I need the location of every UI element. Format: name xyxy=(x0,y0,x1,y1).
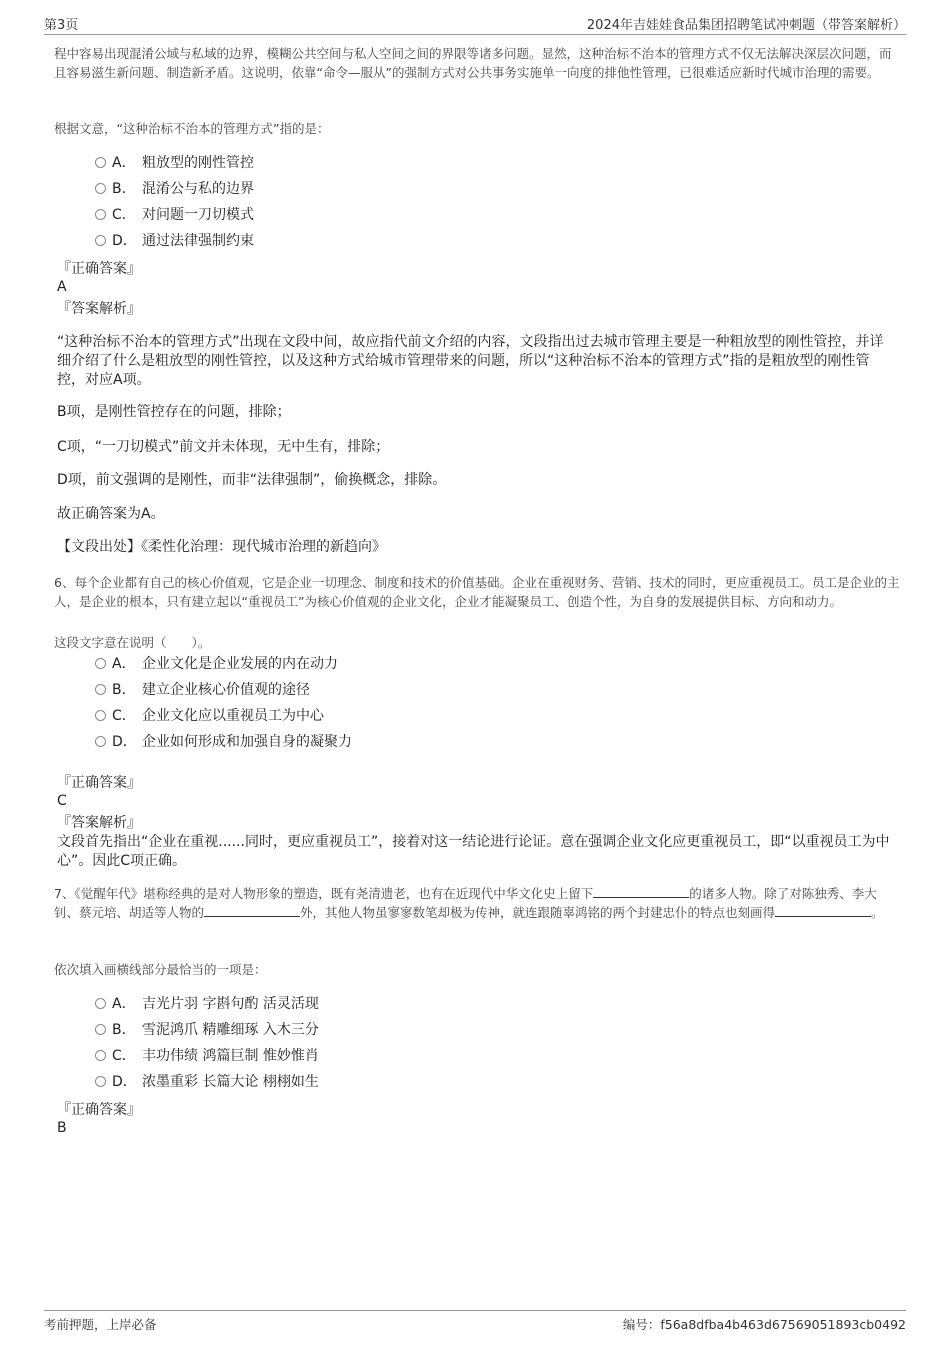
radio-icon[interactable] xyxy=(95,658,106,669)
q6-analysis-label: 『答案解析』 xyxy=(57,815,141,831)
page-header xyxy=(44,14,906,35)
q5-option-c[interactable]: C． 对问题一刀切模式 xyxy=(95,205,795,225)
q6-option-c[interactable]: C． 企业文化应以重视员工为中心 xyxy=(95,706,795,726)
radio-icon[interactable] xyxy=(95,209,106,220)
footer-slogan: 考前押题，上岸必备 xyxy=(44,1317,157,1332)
page-number: 第3页 xyxy=(44,18,79,33)
blank-2 xyxy=(204,904,300,917)
q7-option-b[interactable]: B． 雪泥鸿爪 精雕细琢 入木三分 xyxy=(95,1020,795,1040)
q6-answer: C xyxy=(57,793,67,809)
radio-icon[interactable] xyxy=(95,1024,106,1035)
q6-stem: 这段文字意在说明（ ）。 xyxy=(54,635,211,650)
q6-option-a[interactable]: A． 企业文化是企业发展的内在动力 xyxy=(95,654,795,674)
q7-option-a[interactable]: A． 吉光片羽 字斟句酌 活灵活现 xyxy=(95,994,795,1014)
q5-analysis-c: C项，“一刀切模式”前文并未体现，无中生有，排除； xyxy=(57,439,390,455)
q7-answer-label: 『正确答案』 xyxy=(57,1102,141,1118)
page-footer xyxy=(44,1310,906,1332)
q6-passage: 6、每个企业都有自己的核心价值观，它是企业一切理念、制度和技术的价值基础。企业在重视财务、营销、技术的同时，更应重视员工。员工是企业的主人，是企业的根本，只有建立起以“重视员工”为核心价值观的企业文化，企业才能凝聚员工、创造个性，为自身的发展提供目标、方向和动力。 xyxy=(54,575,900,609)
q7-answer: B xyxy=(57,1120,67,1136)
q7-option-c[interactable]: C． 丰功伟绩 鸿篇巨制 惟妙惟肖 xyxy=(95,1046,795,1066)
q7-stem: 依次填入画横线部分最恰当的一项是： xyxy=(54,962,267,977)
q6-analysis: 文段首先指出“企业在重视......同时，更应重视员工”，接着对这一结论进行论证。意在强调企业文化应更重视员工，即“以重视员工为中心”。因此C项正确。 xyxy=(57,834,890,869)
footer-id: 编号：f56a8dfba4b463d67569051893cb0492 xyxy=(622,1317,906,1332)
q5-analysis-b: B项，是刚性管控存在的问题，排除； xyxy=(57,404,291,420)
q5-stem: 根据文意，“这种治标不治本的管理方式”指的是： xyxy=(54,121,330,136)
radio-icon[interactable] xyxy=(95,736,106,747)
blank-1 xyxy=(593,885,689,898)
radio-icon[interactable] xyxy=(95,684,106,695)
q5-analysis-d: D项，前文强调的是刚性，而非“法律强制”，偷换概念，排除。 xyxy=(57,472,447,488)
q5-option-d[interactable]: D． 通过法律强制约束 xyxy=(95,231,795,251)
q5-answer-label: 『正确答案』 xyxy=(57,261,141,277)
radio-icon[interactable] xyxy=(95,183,106,194)
q5-answer: A xyxy=(57,279,67,295)
radio-icon[interactable] xyxy=(95,998,106,1009)
document-title: 2024年吉娃娃食品集团招聘笔试冲刺题（带答案解析） xyxy=(586,18,906,33)
radio-icon[interactable] xyxy=(95,1050,106,1061)
q5-option-a[interactable]: A． 粗放型的刚性管控 xyxy=(95,153,795,173)
radio-icon[interactable] xyxy=(95,710,106,721)
q7-option-d[interactable]: D． 浓墨重彩 长篇大论 栩栩如生 xyxy=(95,1072,795,1092)
radio-icon[interactable] xyxy=(95,157,106,168)
q5-option-b[interactable]: B． 混淆公与私的边界 xyxy=(95,179,795,199)
q5-source: 【文段出处】《柔性化治理：现代城市治理的新趋向》 xyxy=(57,539,386,555)
q5-passage: 程中容易出现混淆公域与私域的边界，模糊公共空间与私人空间之间的界限等诸多问题。显然，这种治标不治本的管理方式不仅无法解决深层次问题，而且容易滋生新问题、制造新矛盾。这说明，依靠“命令—服从”的强制方式对公共事务实施单一向度的排他性管理，已很难适应新时代城市治理的需要。 xyxy=(54,46,892,80)
radio-icon[interactable] xyxy=(95,1076,106,1087)
q6-option-d[interactable]: D． 企业如何形成和加强自身的凝聚力 xyxy=(95,732,795,752)
radio-icon[interactable] xyxy=(95,235,106,246)
q6-answer-label: 『正确答案』 xyxy=(57,775,141,791)
q7-passage: 7、《觉醒年代》堪称经典的是对人物形象的塑造，既有尧清遗老，也有在近现代中华文化史上留下 的诸多人物。除了对陈独秀、李大钊、蔡元培、胡适等人物的 外，其他人物虽寥寥数笔却极为传神，就连跟随辜鸿铭的两个封建忠仆的特点也刻画得 。 xyxy=(54,886,884,920)
blank-3 xyxy=(775,904,871,917)
q5-analysis-label: 『答案解析』 xyxy=(57,301,141,317)
q5-analysis-main: “这种治标不治本的管理方式”出现在文段中间，故应指代前文介绍的内容，文段指出过去城市管理主要是一种粗放型的刚性管控，并详细介绍了什么是粗放型的刚性管控，以及这种方式给城市管理带来的问题，所以“这种治标不治本的管理方式”指的是粗放型的刚性管控，对应A项。 xyxy=(57,334,884,388)
q5-conclusion: 故正确答案为A。 xyxy=(57,506,165,522)
q6-option-b[interactable]: B． 建立企业核心价值观的途径 xyxy=(95,680,795,700)
